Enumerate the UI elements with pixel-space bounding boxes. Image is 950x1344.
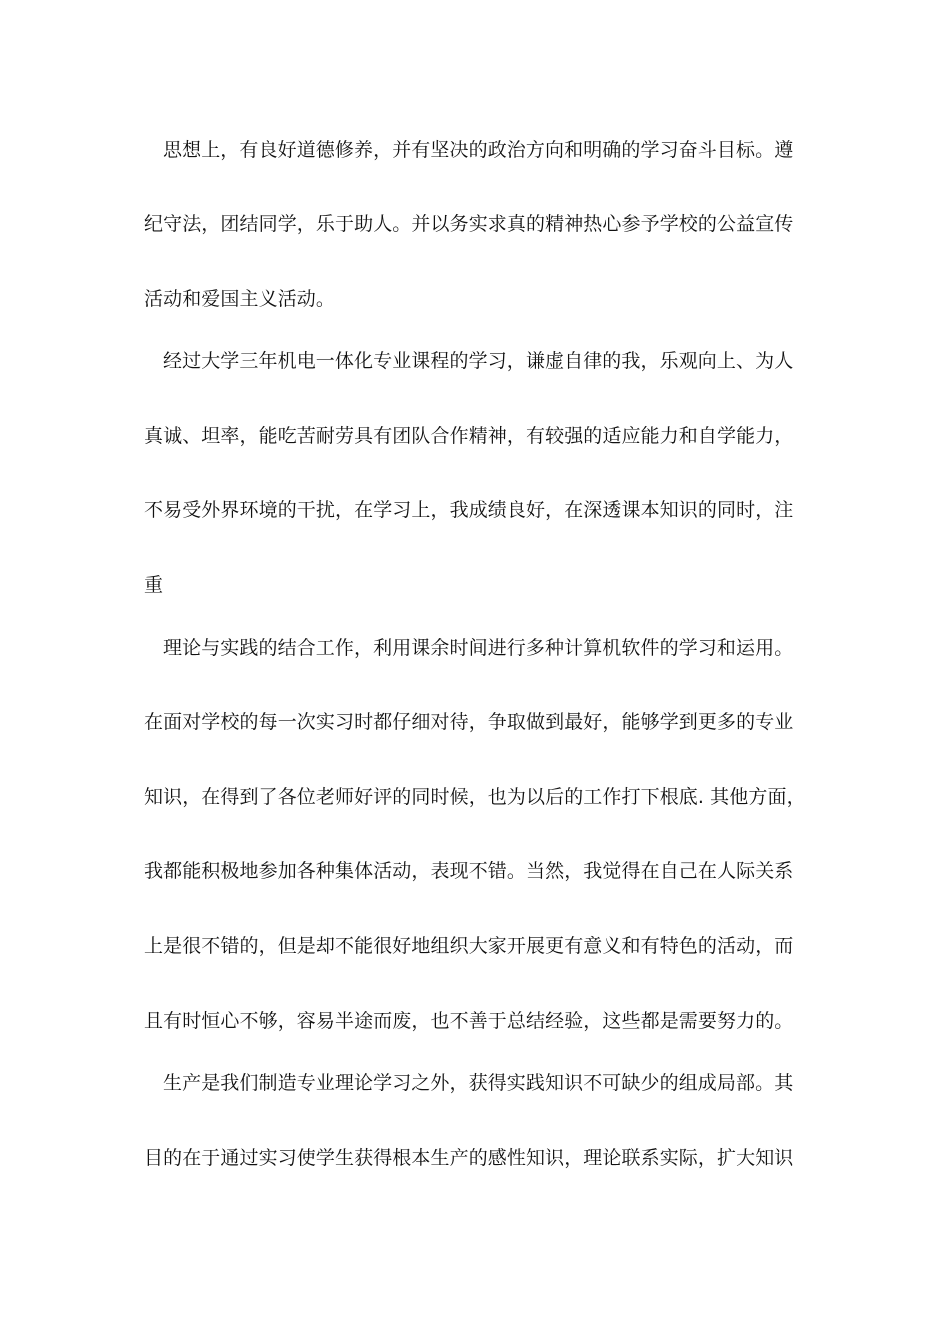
text-line: 且有时恒心不够，容易半途而废，也不善于总结经验，这些都是需要努力的。 (144, 1010, 794, 1032)
text-line: 上是很不错的，但是却不能很好地组织大家开展更有意义和有特色的活动，而 (144, 935, 794, 957)
text-line: 不易受外界环境的干扰，在学习上，我成绩良好，在深透课本知识的同时，注 (144, 499, 794, 521)
text-line: 纪守法，团结同学，乐于助人。并以务实求真的精神热心参予学校的公益宣传 (144, 213, 794, 235)
text-line: 知识，在得到了各位老师好评的同时候，也为以后的工作打下根底. 其他方面， (144, 786, 806, 808)
text-line: 思想上，有良好道德修养，并有坚决的政治方向和明确的学习奋斗目标。遵 (163, 139, 794, 161)
text-line: 活动和爱国主义活动。 (144, 288, 336, 310)
text-line: 理论与实践的结合工作，利用课余时间进行多种计算机软件的学习和运用。 (163, 637, 794, 659)
text-line: 生产是我们制造专业理论学习之外，获得实践知识不可缺少的组成局部。其 (163, 1072, 794, 1094)
text-line: 真诚、坦率，能吃苦耐劳具有团队合作精神，有较强的适应能力和自学能力， (144, 425, 794, 447)
text-line: 目的在于通过实习使学生获得根本生产的感性知识，理论联系实际，扩大知识 (144, 1147, 794, 1169)
text-line: 重 (144, 574, 164, 596)
text-line: 在面对学校的每一次实习时都仔细对待，争取做到最好，能够学到更多的专业 (144, 711, 794, 733)
text-line: 经过大学三年机电一体化专业课程的学习，谦虚自律的我，乐观向上、为人 (163, 350, 794, 372)
text-line: 我都能积极地参加各种集体活动，表现不错。当然，我觉得在自己在人际关系 (144, 860, 794, 882)
